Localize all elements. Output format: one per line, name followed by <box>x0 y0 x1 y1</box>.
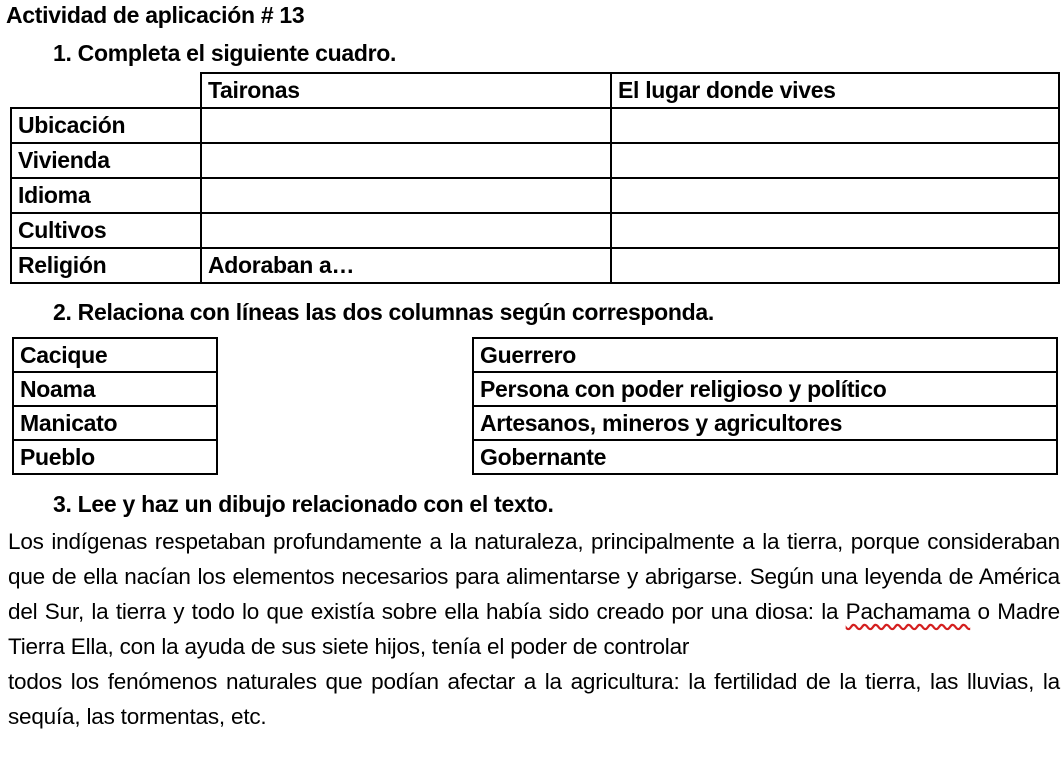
term-box[interactable]: Noama <box>13 372 217 406</box>
misspelled-word: Pachamama <box>845 599 971 624</box>
list-item <box>13 338 217 372</box>
definition-box[interactable]: Persona con poder religioso y político <box>473 372 1057 406</box>
definition-box[interactable]: Guerrero <box>473 338 1057 372</box>
answer-cell-taironas[interactable] <box>201 108 611 143</box>
table-row <box>11 108 1059 143</box>
paragraph-1 <box>8 524 1060 664</box>
table-row <box>11 178 1059 213</box>
row-label: Idioma <box>11 178 201 213</box>
reading-text <box>8 524 1060 734</box>
answer-cell-lugar[interactable] <box>611 248 1059 283</box>
header-taironas: Taironas <box>201 73 611 108</box>
list-item <box>473 338 1057 372</box>
row-label: Religión <box>11 248 201 283</box>
list-item <box>473 406 1057 440</box>
table-header-row <box>11 73 1059 108</box>
definition-box[interactable]: Gobernante <box>473 440 1057 474</box>
section-1-heading: 1. Completa el siguiente cuadro. <box>53 40 397 66</box>
answer-cell-taironas[interactable] <box>201 143 611 178</box>
table-row <box>11 248 1059 283</box>
answer-cell-lugar[interactable] <box>611 213 1059 248</box>
answer-cell-taironas[interactable] <box>201 213 611 248</box>
paragraph-1-start: Los indígenas respetaban profundamente a la naturaleza, principalmente a la tierra, porque consideraban que de ella nacían los elementos necesarios para alimentarse y abrigarse. Según una leyenda de América del Sur, la tierra y todo lo que existía sobre ella había sido creado por una diosa: la <box>8 529 1060 624</box>
answer-cell-lugar[interactable] <box>611 108 1059 143</box>
list-item <box>13 372 217 406</box>
term-box[interactable]: Manicato <box>13 406 217 440</box>
paragraph-1-end: o Madre Tierra Ella, con la ayuda de sus siete hijos, tenía el poder de controlar <box>8 599 1060 659</box>
list-item <box>473 440 1057 474</box>
definition-box[interactable]: Artesanos, mineros y agricultores <box>473 406 1057 440</box>
paragraph-2: todos los fenómenos naturales que podían afectar a la agricultura: la fertilidad de la tierra, las lluvias, la sequía, las tormentas, etc. <box>8 669 1060 729</box>
answer-cell-taironas[interactable]: Adoraban a… <box>201 248 611 283</box>
list-item <box>473 372 1057 406</box>
section-3-heading: 3. Lee y haz un dibujo relacionado con el texto. <box>53 491 554 517</box>
table-row <box>11 213 1059 248</box>
table-row <box>11 143 1059 178</box>
right-column-table <box>472 337 1058 475</box>
row-label: Cultivos <box>11 213 201 248</box>
comparison-table <box>10 72 1060 284</box>
row-label: Vivienda <box>11 143 201 178</box>
header-lugar: El lugar donde vives <box>611 73 1059 108</box>
answer-cell-lugar[interactable] <box>611 178 1059 213</box>
term-box[interactable]: Cacique <box>13 338 217 372</box>
left-column-table <box>12 337 218 475</box>
row-label: Ubicación <box>11 108 201 143</box>
answer-cell-lugar[interactable] <box>611 143 1059 178</box>
term-box[interactable]: Pueblo <box>13 440 217 474</box>
answer-cell-taironas[interactable] <box>201 178 611 213</box>
activity-title: Actividad de aplicación # 13 <box>6 2 305 28</box>
section-2-heading: 2. Relaciona con líneas las dos columnas según corresponda. <box>53 299 715 325</box>
list-item <box>13 406 217 440</box>
list-item <box>13 440 217 474</box>
header-empty-cell <box>11 73 201 108</box>
